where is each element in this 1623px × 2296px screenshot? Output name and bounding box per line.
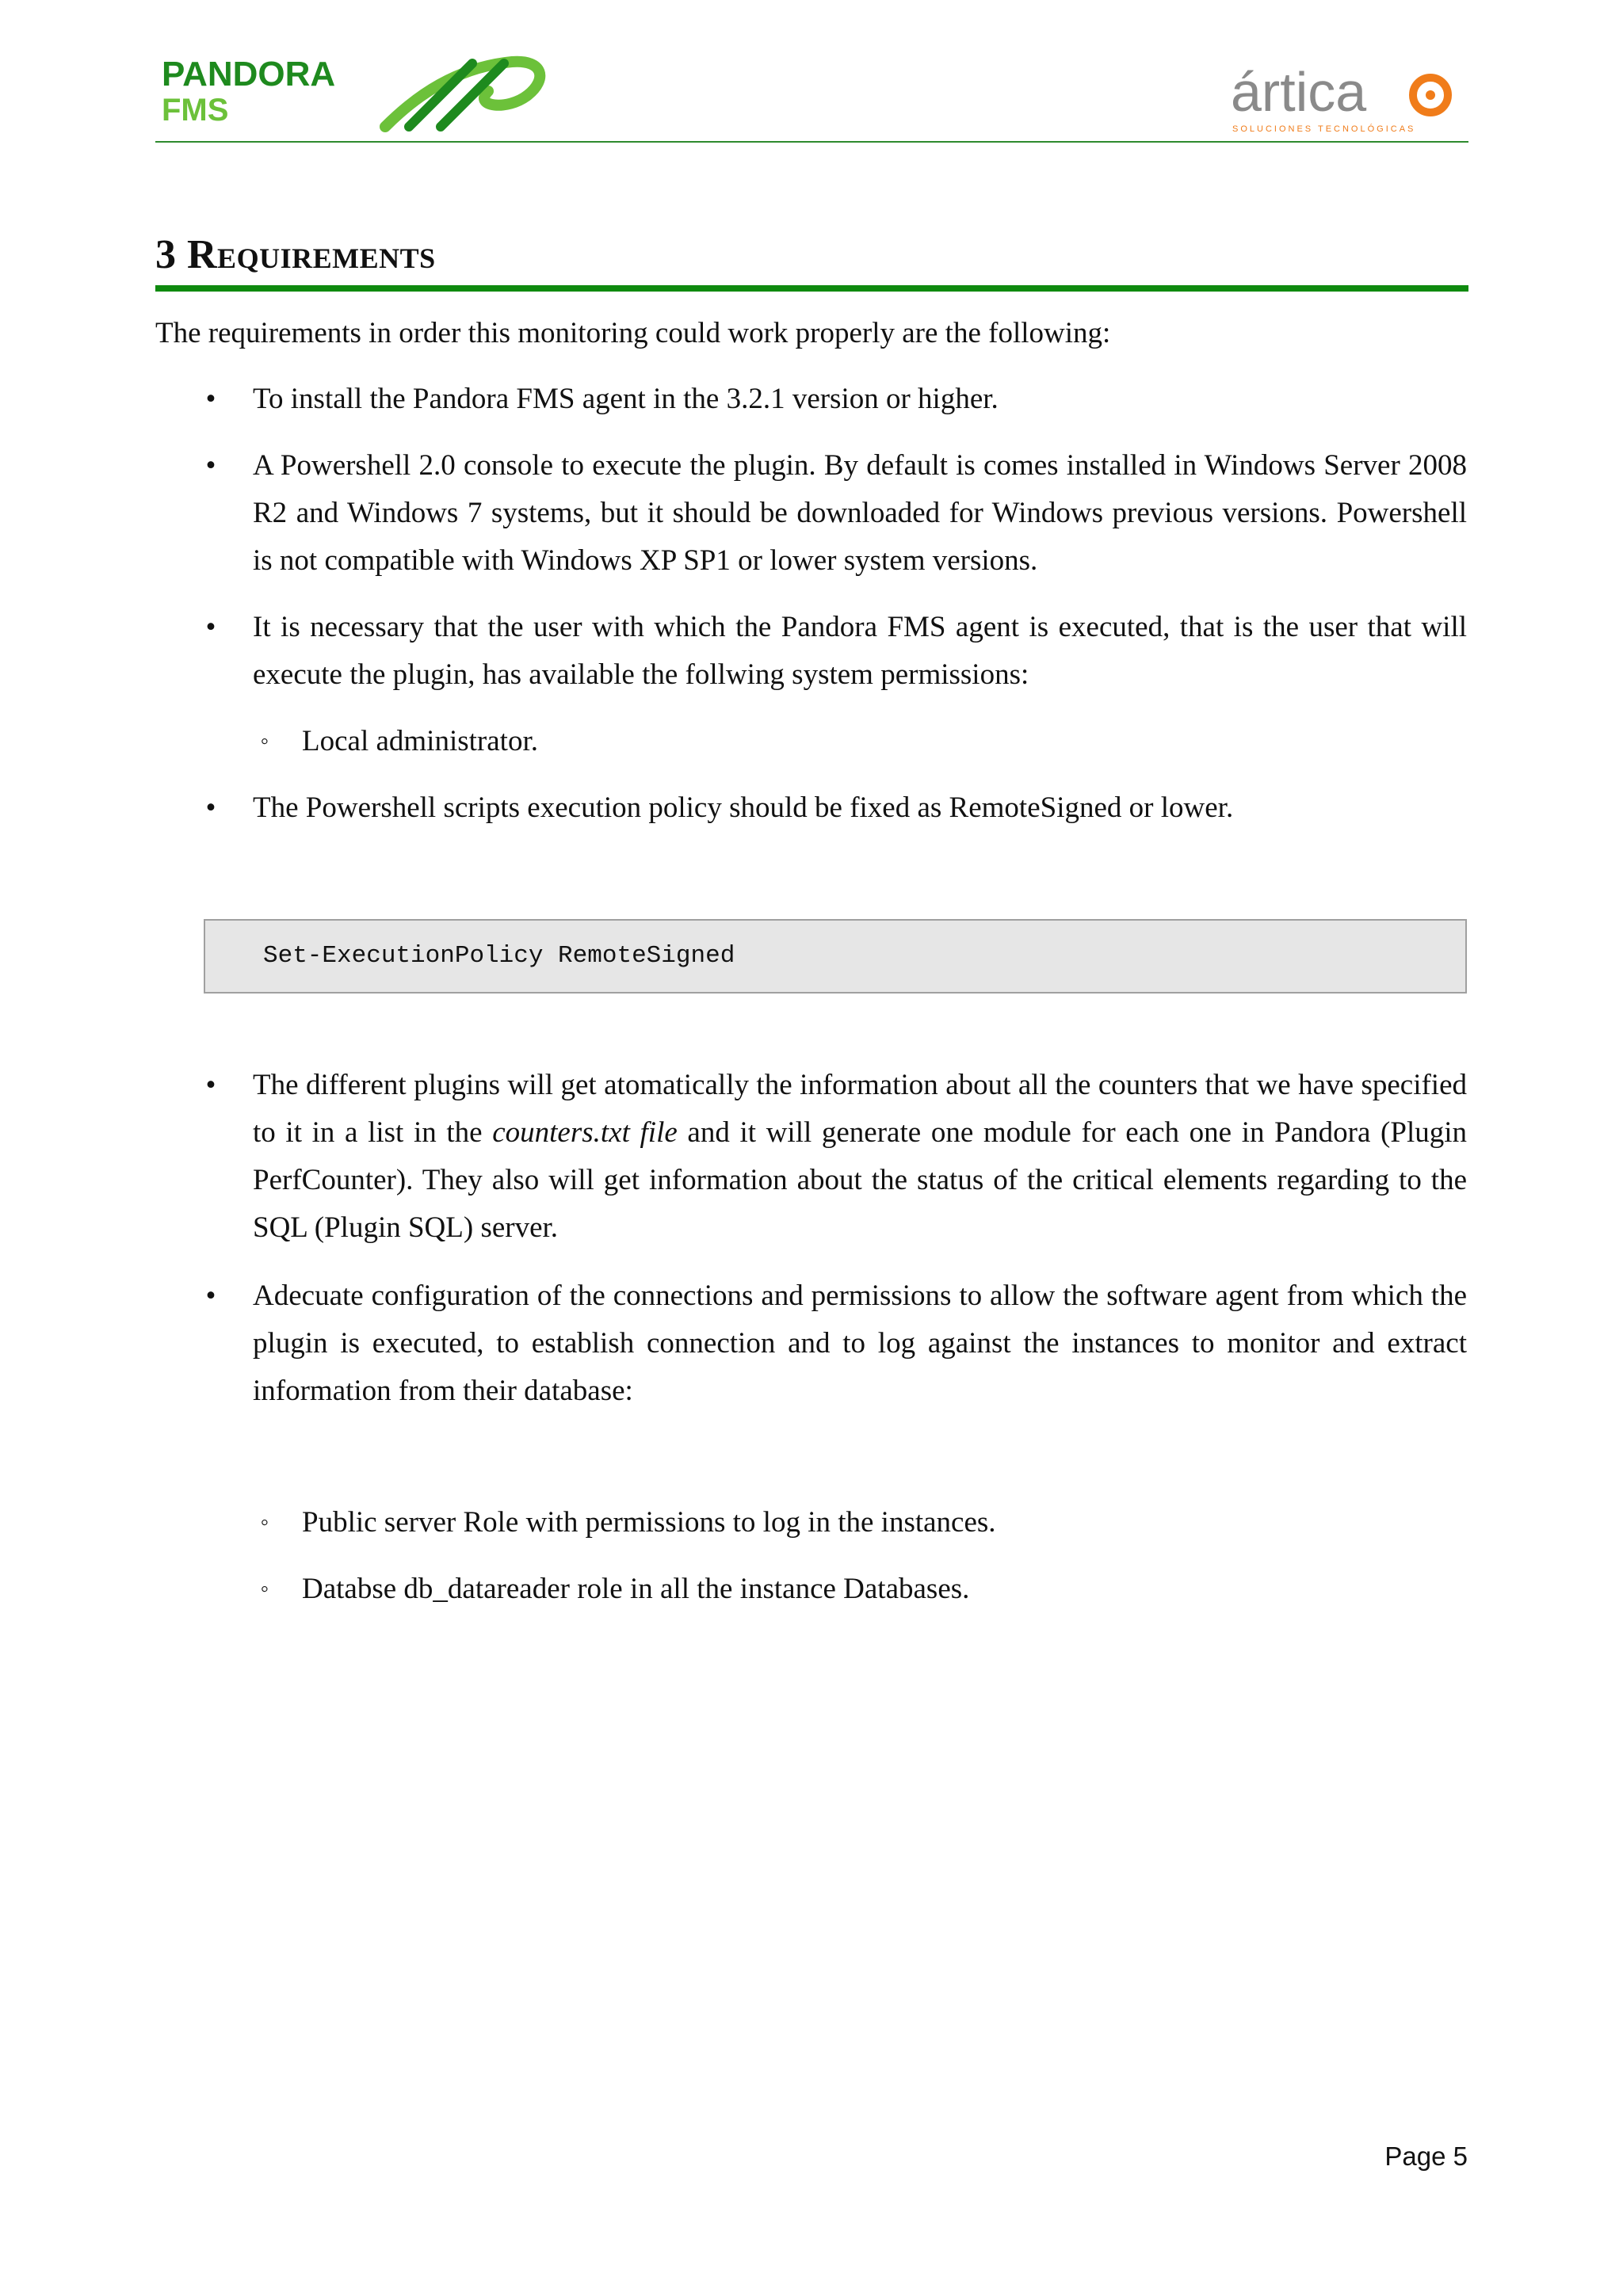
artica-logo-text: ártica: [1231, 61, 1367, 123]
page-number: Page 5: [1384, 2142, 1468, 2171]
bullet-icon: •: [205, 1280, 216, 1312]
list-item: The Powershell scripts execution policy should be fixed as RemoteSigned or lower.: [253, 791, 1234, 824]
bullet-icon: •: [205, 383, 216, 415]
artica-tagline: SOLUCIONES TECNOLÓGICAS: [1232, 124, 1416, 134]
section-heading: [155, 228, 1468, 292]
sub-bullet-icon: ◦: [260, 728, 269, 754]
code-block: [204, 919, 1467, 994]
list-item: It is necessary that the user with which the Pandora FMS agent is executed, that is the user that will execute the plugin, has available the follwing system permissions:: [253, 611, 1467, 691]
list-item: A Powershell 2.0 console to execute the plugin. By default is comes installed in Windows Server 2008 R2 and Windows 7 systems, but it should be downloaded for Windows previous versions. Powershell is not compatible with Windows XP SP1 or lower system versions.: [253, 449, 1467, 577]
sub-bullet-icon: ◦: [260, 1509, 269, 1535]
list-item-text: The different plugins will get atomatically the information about all the counters that we have specified to it in a list in the: [253, 1069, 1467, 1149]
bullet-icon: •: [205, 449, 216, 482]
intro-paragraph: The requirements in order this monitoring could work properly are the following:: [155, 317, 1111, 349]
bullet-icon: •: [205, 611, 216, 643]
bullet-icon: •: [205, 791, 216, 824]
section-title: Requirements: [187, 232, 436, 277]
pandora-logo-text-line2: FMS: [162, 93, 229, 128]
page-header: [155, 48, 1468, 143]
artica-logo: [1231, 55, 1461, 135]
pandora-fms-logo: [155, 48, 552, 135]
sub-bullet-icon: ◦: [260, 1576, 269, 1602]
sub-list-item: Databse db_datareader role in all the instance Databases.: [302, 1573, 970, 1605]
list-item-text: and it will generate one module for each one in Pandora (Plugin PerfCounter). They also will get information about the status of the critical elements regarding to the SQL (Plugin SQL) server.: [253, 1116, 1467, 1244]
list-item: Adecuate configuration of the connections and permissions to allow the software agent from which the plugin is executed, to establish connection and to log against the instances to monitor and extract information from their database:: [253, 1280, 1467, 1407]
sub-list-item: Public server Role with permissions to log in the instances.: [302, 1506, 996, 1539]
section-number: 3: [155, 232, 177, 277]
code-text: Set-ExecutionPolicy RemoteSigned: [263, 942, 735, 970]
counters-file-name: counters.txt file: [492, 1116, 678, 1149]
sub-list-item: Local administrator.: [302, 725, 538, 757]
list-item: [253, 1062, 1467, 1252]
bullet-icon: •: [205, 1069, 216, 1101]
list-item: To install the Pandora FMS agent in the 3.2.1 version or higher.: [253, 383, 999, 415]
pandora-logo-text-line1: PANDORA: [162, 55, 336, 93]
